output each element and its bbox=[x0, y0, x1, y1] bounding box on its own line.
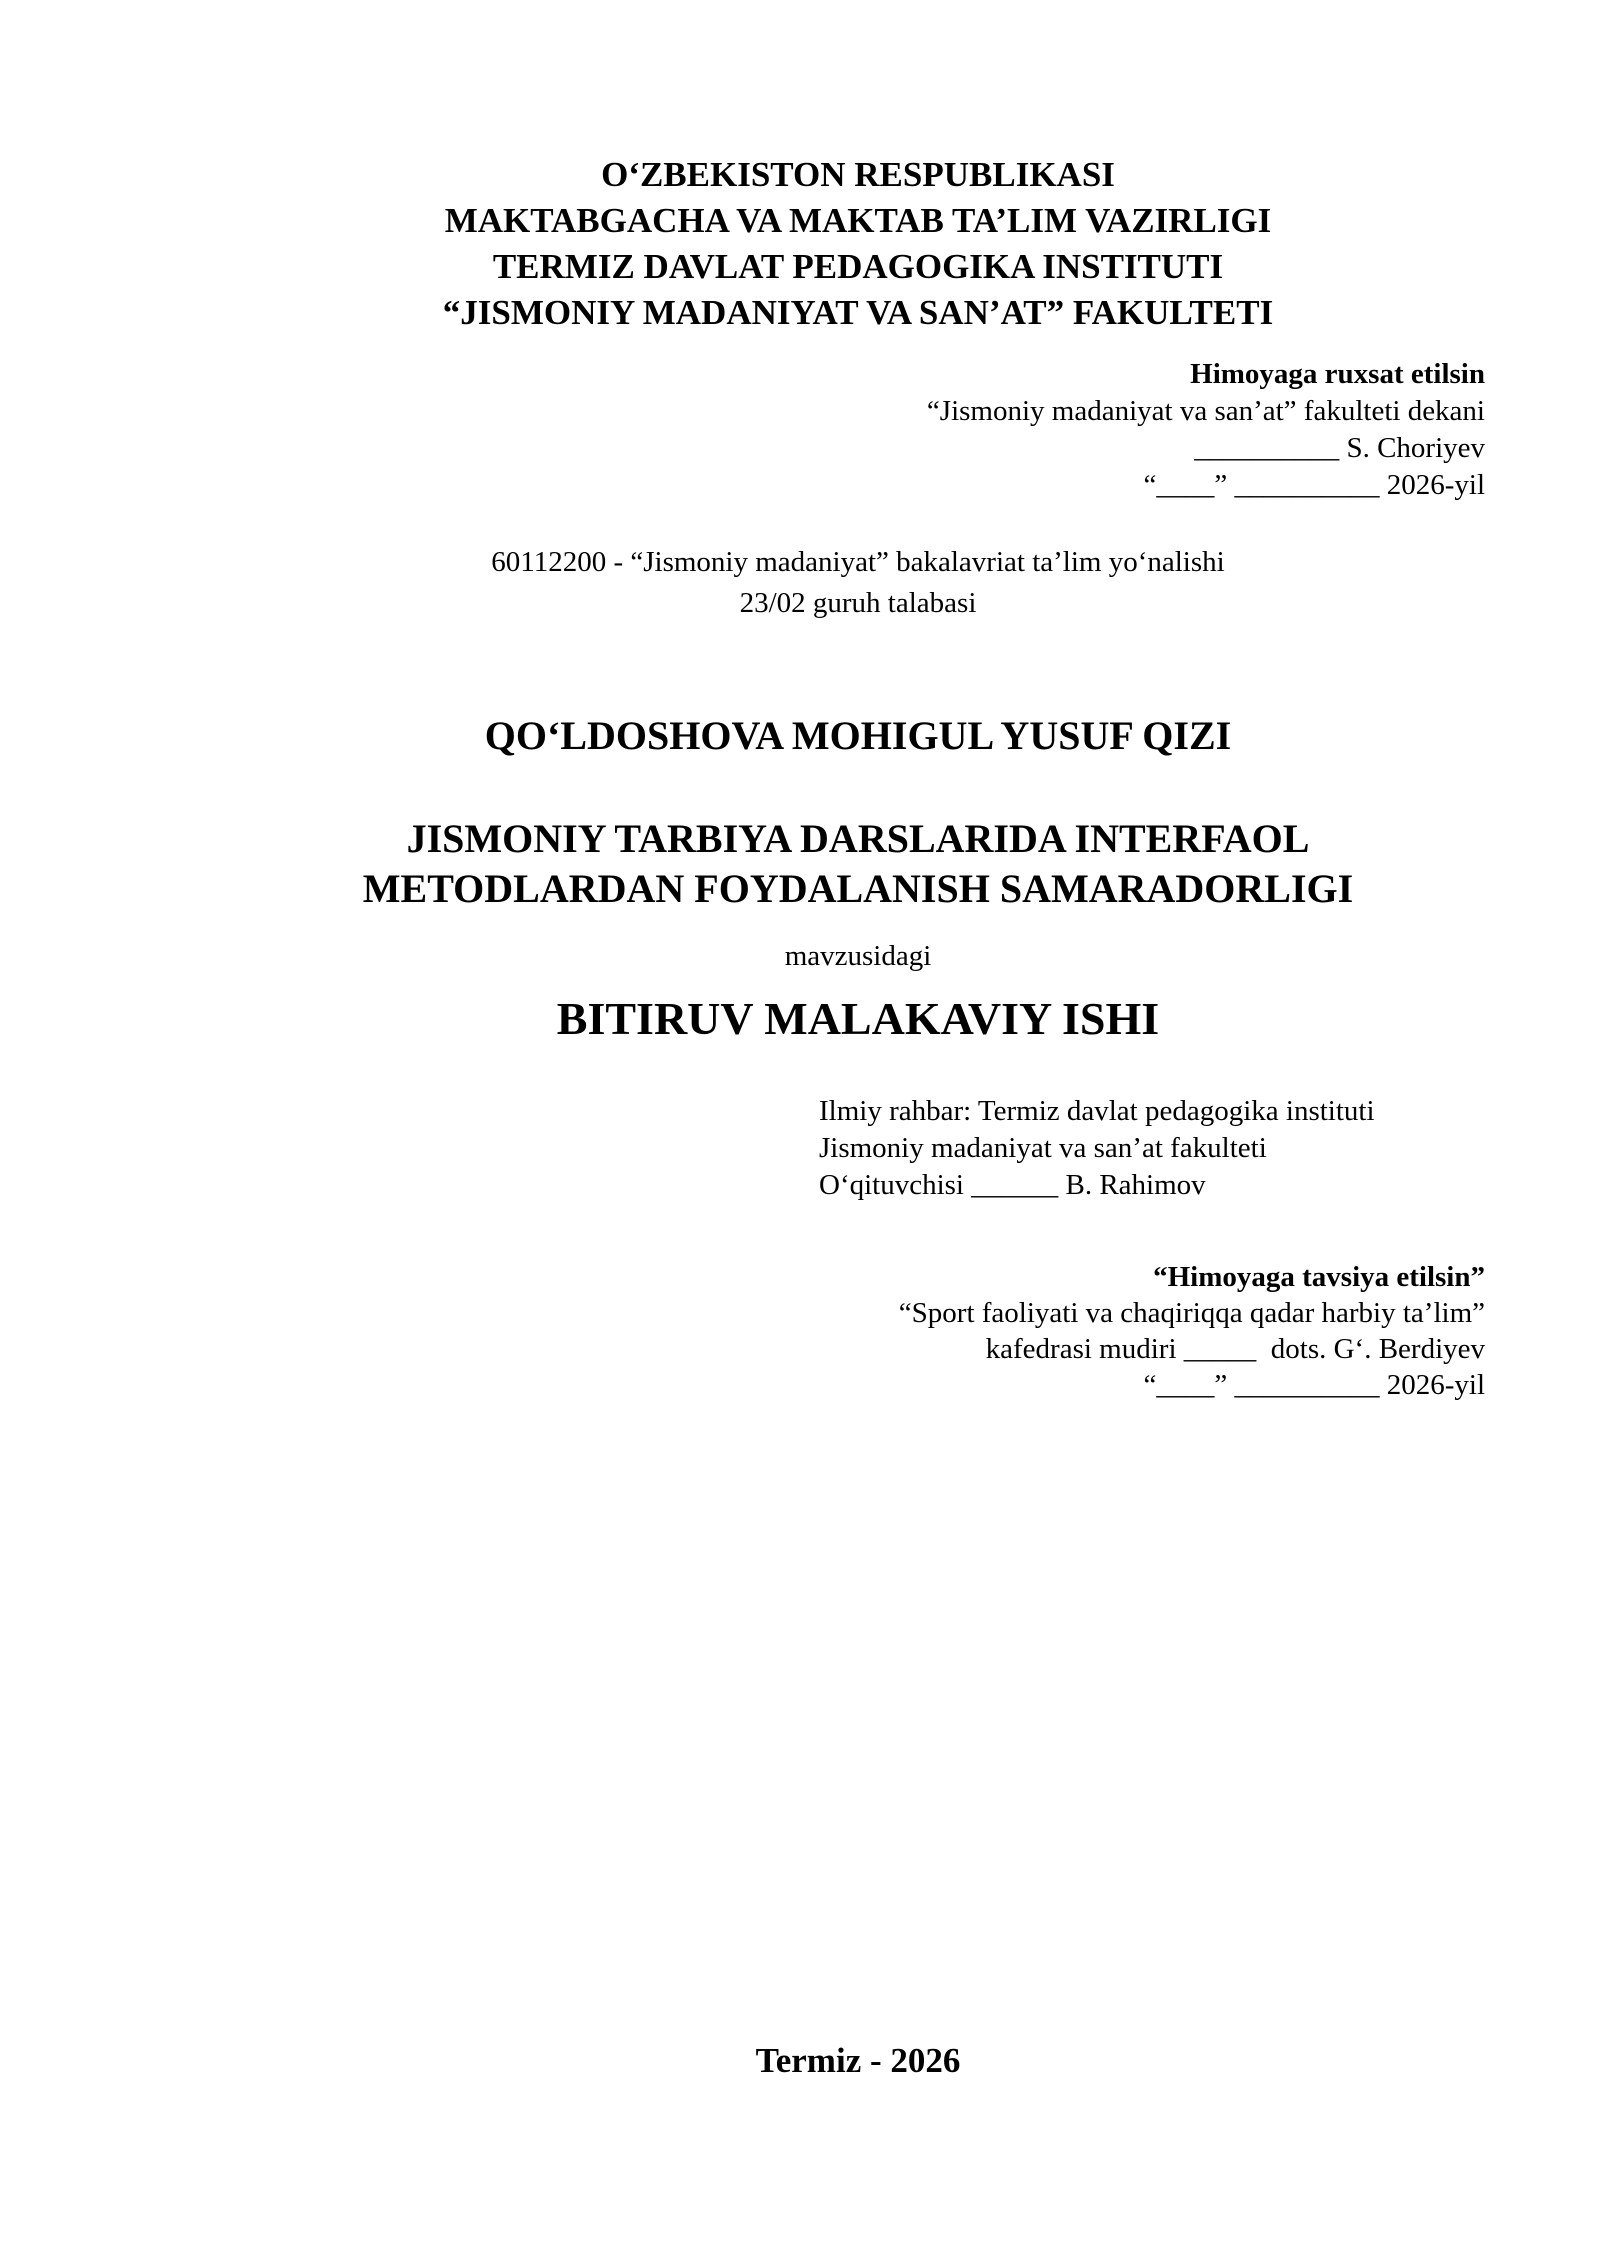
recommendation-block bbox=[899, 1259, 1485, 1403]
recommendation-heading: “Himoyaga tavsiya etilsin” bbox=[1153, 1261, 1485, 1293]
supervisor-line-3: O‘qituvchisi ______ B. Rahimov bbox=[819, 1169, 1206, 1201]
thesis-title-line-1: JISMONIY TARBIYA DARSLARIDA INTERFAOL bbox=[406, 816, 1310, 861]
subject-note-text: mavzusidagi bbox=[784, 940, 932, 972]
ministry-line: MAKTABGACHA VA MAKTAB TA’LIM VAZIRLIGI bbox=[444, 201, 1272, 240]
student-name-text: QO‘LDOSHOVA MOHIGUL YUSUF QIZI bbox=[484, 713, 1232, 758]
country-line: O‘ZBEKISTON RESPUBLIKASI bbox=[601, 155, 1115, 194]
approval-block bbox=[927, 356, 1485, 504]
document-kind-text: BITIRUV MALAKAVIY ISHI bbox=[556, 993, 1160, 1044]
recommendation-date: “____” __________ 2026-yil bbox=[1143, 1369, 1485, 1401]
thesis-title bbox=[0, 814, 1600, 914]
faculty-line: “JISMONIY MADANIYAT VA SAN’AT” FAKULTETI bbox=[442, 293, 1274, 332]
approval-date: “____” __________ 2026-yil bbox=[1143, 469, 1485, 501]
document-kind bbox=[0, 990, 1600, 1048]
institute-line: TERMIZ DAVLAT PEDAGOGIKA INSTITUTI bbox=[492, 247, 1224, 286]
supervisor-block bbox=[819, 1093, 1375, 1204]
program-block bbox=[0, 542, 1600, 624]
student-group: 23/02 guruh talabasi bbox=[739, 587, 977, 619]
student-name bbox=[0, 710, 1600, 762]
program-direction: 60112200 - “Jismoniy madaniyat” bakalavriat ta’lim yo‘nalishi bbox=[491, 546, 1225, 578]
place-year-text: Termiz - 2026 bbox=[755, 2041, 961, 2080]
institution-header bbox=[0, 152, 1600, 336]
approval-signature: __________ S. Choriyev bbox=[1194, 432, 1485, 464]
approval-heading: Himoyaga ruxsat etilsin bbox=[1190, 358, 1485, 390]
supervisor-line-1: Ilmiy rahbar: Termiz davlat pedagogika instituti bbox=[819, 1095, 1375, 1127]
recommendation-department: “Sport faoliyati va chaqiriqqa qadar harbiy ta’lim” bbox=[898, 1297, 1485, 1329]
thesis-title-line-2: METODLARDAN FOYDALANISH SAMARADORLIGI bbox=[362, 866, 1354, 911]
place-year-footer bbox=[0, 2038, 1600, 2084]
subject-note bbox=[0, 937, 1600, 975]
supervisor-line-2: Jismoniy madaniyat va san’at fakulteti bbox=[819, 1132, 1267, 1164]
recommendation-head: kafedrasi mudiri _____ dots. G‘. Berdiyev bbox=[985, 1333, 1485, 1365]
approval-position: “Jismoniy madaniyat va san’at” fakulteti dekani bbox=[926, 395, 1485, 427]
